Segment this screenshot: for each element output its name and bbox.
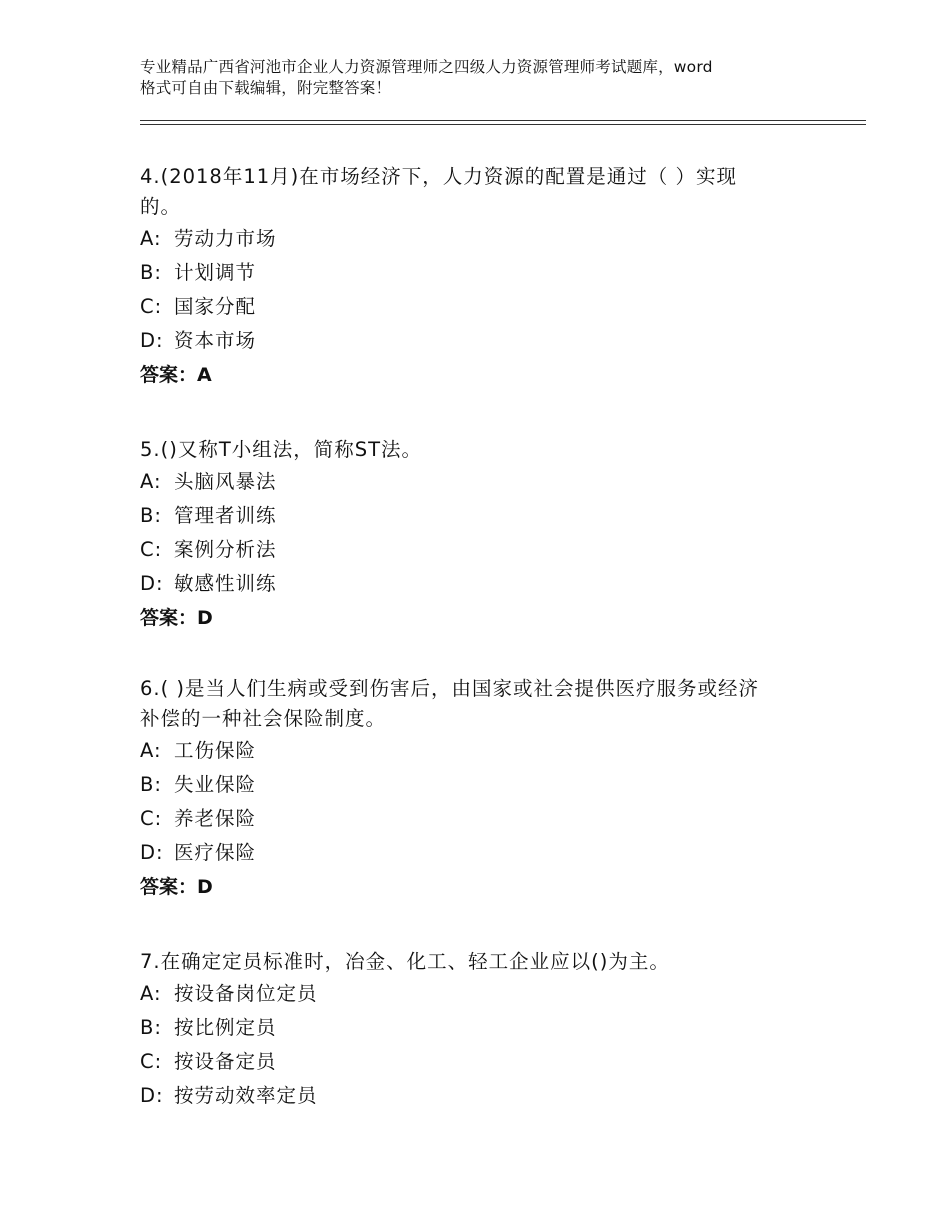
document-header: [140, 57, 840, 99]
option-a: [140, 734, 820, 768]
option-text: 资本市场: [174, 329, 257, 352]
question-4: [140, 162, 820, 392]
option-key: D:: [140, 1084, 164, 1107]
header-line-1: 专业精品广西省河池市企业人力资源管理师之四级人力资源管理师考试题库，word: [140, 58, 713, 76]
option-key: D:: [140, 841, 164, 864]
option-b: [140, 1011, 820, 1045]
question-6: [140, 674, 820, 904]
option-text: 管理者训练: [174, 504, 277, 527]
answer-line: 答案：D: [140, 876, 213, 898]
option-a: [140, 465, 820, 499]
option-key: A:: [140, 739, 162, 762]
question-5: [140, 435, 820, 635]
question-stem: [140, 674, 820, 734]
option-d: [140, 1079, 820, 1113]
option-b: [140, 256, 820, 290]
option-text: 按劳动效率定员: [174, 1084, 318, 1107]
option-key: B:: [140, 773, 162, 796]
option-d: [140, 836, 820, 870]
option-text: 失业保险: [174, 773, 257, 796]
option-text: 医疗保险: [174, 841, 257, 864]
option-c: [140, 290, 820, 324]
header-line-2: 格式可自由下载编辑，附完整答案！: [140, 79, 392, 97]
option-key: A:: [140, 982, 162, 1005]
option-d: [140, 324, 820, 358]
option-c: [140, 802, 820, 836]
option-key: C:: [140, 295, 163, 318]
option-text: 按设备岗位定员: [174, 982, 318, 1005]
option-key: B:: [140, 504, 162, 527]
option-key: C:: [140, 807, 163, 830]
option-c: [140, 533, 820, 567]
header-divider-bottom: [140, 124, 866, 125]
header-divider-top: [140, 120, 866, 121]
question-stem: [140, 435, 820, 465]
option-key: C:: [140, 1050, 163, 1073]
option-text: 按比例定员: [174, 1016, 277, 1039]
option-key: B:: [140, 1016, 162, 1039]
option-a: [140, 222, 820, 256]
option-a: [140, 977, 820, 1011]
question-stem-line-2: 补偿的一种社会保险制度。: [140, 707, 387, 730]
question-stem: [140, 947, 820, 977]
option-text: 工伤保险: [174, 739, 257, 762]
option-b: [140, 499, 820, 533]
question-stem-line-1: 4.(2018年11月)在市场经济下，人力资源的配置是通过（ ）实现: [140, 165, 737, 188]
question-stem-line-1: 6.( )是当人们生病或受到伤害后，由国家或社会提供医疗服务或经济: [140, 677, 760, 700]
question-stem: [140, 162, 820, 222]
option-text: 头脑风暴法: [174, 470, 277, 493]
option-key: D:: [140, 329, 164, 352]
option-c: [140, 1045, 820, 1079]
option-key: B:: [140, 261, 162, 284]
option-key: D:: [140, 572, 164, 595]
question-stem-line-1: 5.()又称T小组法，简称ST法。: [140, 438, 423, 461]
option-text: 劳动力市场: [174, 227, 277, 250]
option-text: 按设备定员: [174, 1050, 277, 1073]
option-text: 计划调节: [174, 261, 257, 284]
option-b: [140, 768, 820, 802]
question-7: [140, 947, 820, 1113]
option-key: A:: [140, 227, 162, 250]
option-key: C:: [140, 538, 163, 561]
option-key: A:: [140, 470, 162, 493]
option-text: 案例分析法: [174, 538, 277, 561]
answer-line: 答案：A: [140, 364, 212, 386]
option-d: [140, 567, 820, 601]
option-text: 国家分配: [174, 295, 257, 318]
option-text: 敏感性训练: [174, 572, 277, 595]
question-stem-line-1: 7.在确定定员标准时，冶金、化工、轻工企业应以()为主。: [140, 950, 670, 973]
option-text: 养老保险: [174, 807, 257, 830]
question-stem-line-2: 的。: [140, 195, 182, 218]
answer-line: 答案：D: [140, 607, 213, 629]
